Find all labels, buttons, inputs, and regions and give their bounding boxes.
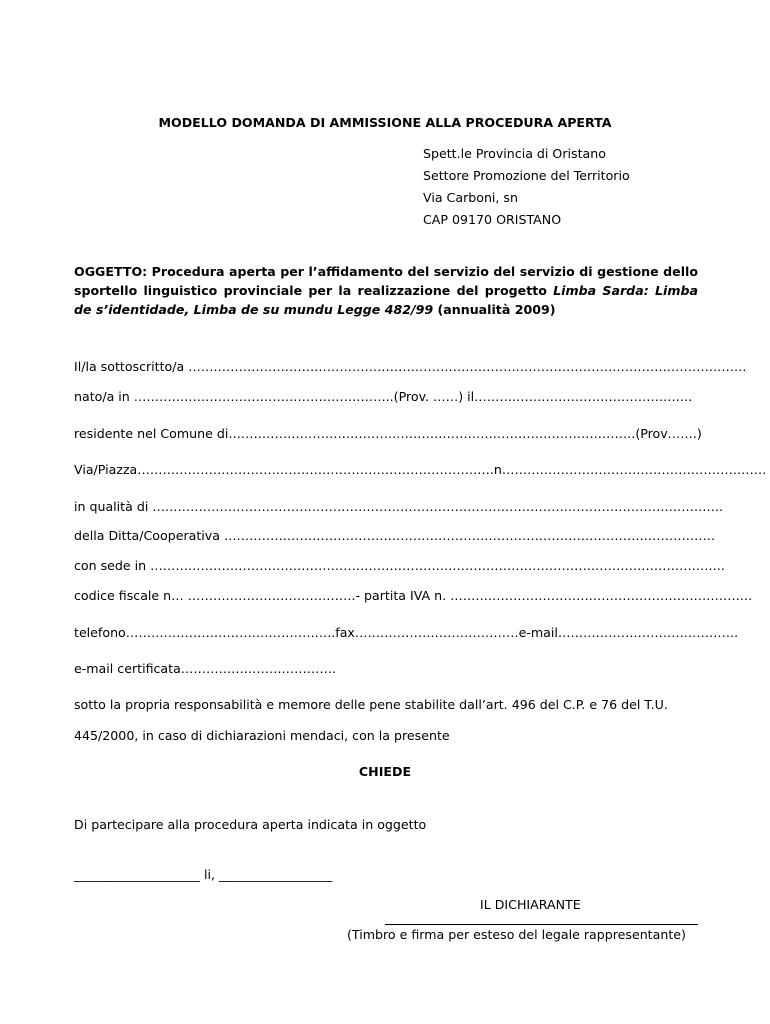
dichiarante-label: IL DICHIARANTE: [480, 897, 581, 912]
field-via: Via/Piazza………………………………………………………………………….n………………………………………………………: [74, 462, 767, 477]
field-qualita: in qualità di ……………………………………………………………………………………………………………………….: [74, 499, 724, 514]
oggetto-text: OGGETTO: Procedura aperta per l’affidamento del servizio del servizio di gestione dello sportello linguistico provinciale per la realizzazione del progetto: [74, 264, 698, 298]
recipient-line-4: CAP 09170 ORISTANO: [423, 212, 562, 227]
place-date-line: ____________________ li, __________________: [74, 867, 333, 882]
oggetto-year: (annualità 2009): [433, 302, 556, 317]
chiede-heading: CHIEDE: [358, 764, 412, 779]
request-text: Di partecipare alla procedura aperta indicata in oggetto: [74, 817, 427, 832]
field-nato: nato/a in ……………………………………………………..(Prov. ……) il…………………………………………….: [74, 389, 693, 404]
oggetto-project-title: Limba Sarda: Limba de s’identidade, Limba de su mundu Legge 482/99: [74, 283, 698, 317]
signature-caption: (Timbro e firma per esteso del legale rappresentante): [347, 927, 686, 942]
field-email-certificata: e-mail certificata……………………………….: [74, 661, 336, 676]
recipient-line-3: Via Carboni, sn: [423, 190, 518, 205]
declaration-line-2: 445/2000, in caso di dichiarazioni mendaci, con la presente: [74, 728, 450, 743]
field-telefono: telefono…………………………………………..fax…………………………………e-mail…………………………………….: [74, 625, 739, 640]
field-residente: residente nel Comune di…………………………………………………………………………………….(Prov…….): [74, 426, 702, 441]
field-ditta: della Ditta/Cooperativa ………………………………………………………………………………………………………: [74, 528, 716, 543]
signature-line: [385, 924, 698, 925]
document-title: MODELLO DOMANDA DI AMMISSIONE ALLA PROCEDURA APERTA: [158, 115, 612, 130]
oggetto-paragraph: [74, 262, 698, 319]
field-codice-fiscale: codice fiscale n… ………………………………….- partita IVA n. ………………………………………………………………: [74, 588, 753, 603]
field-sede: con sede in ………………………………………………………………………………………………………………………..: [74, 558, 725, 573]
declaration-line-1: sotto la propria responsabilità e memore delle pene stabilite dall’art. 496 del C.P. e 76 del T.U.: [74, 697, 668, 712]
recipient-line-2: Settore Promozione del Territorio: [423, 168, 630, 183]
field-sottoscritto: Il/la sottoscritto/a …………………………………………………………………………………………………………………….: [74, 359, 747, 374]
recipient-line-1: Spett.le Provincia di Oristano: [423, 146, 606, 161]
